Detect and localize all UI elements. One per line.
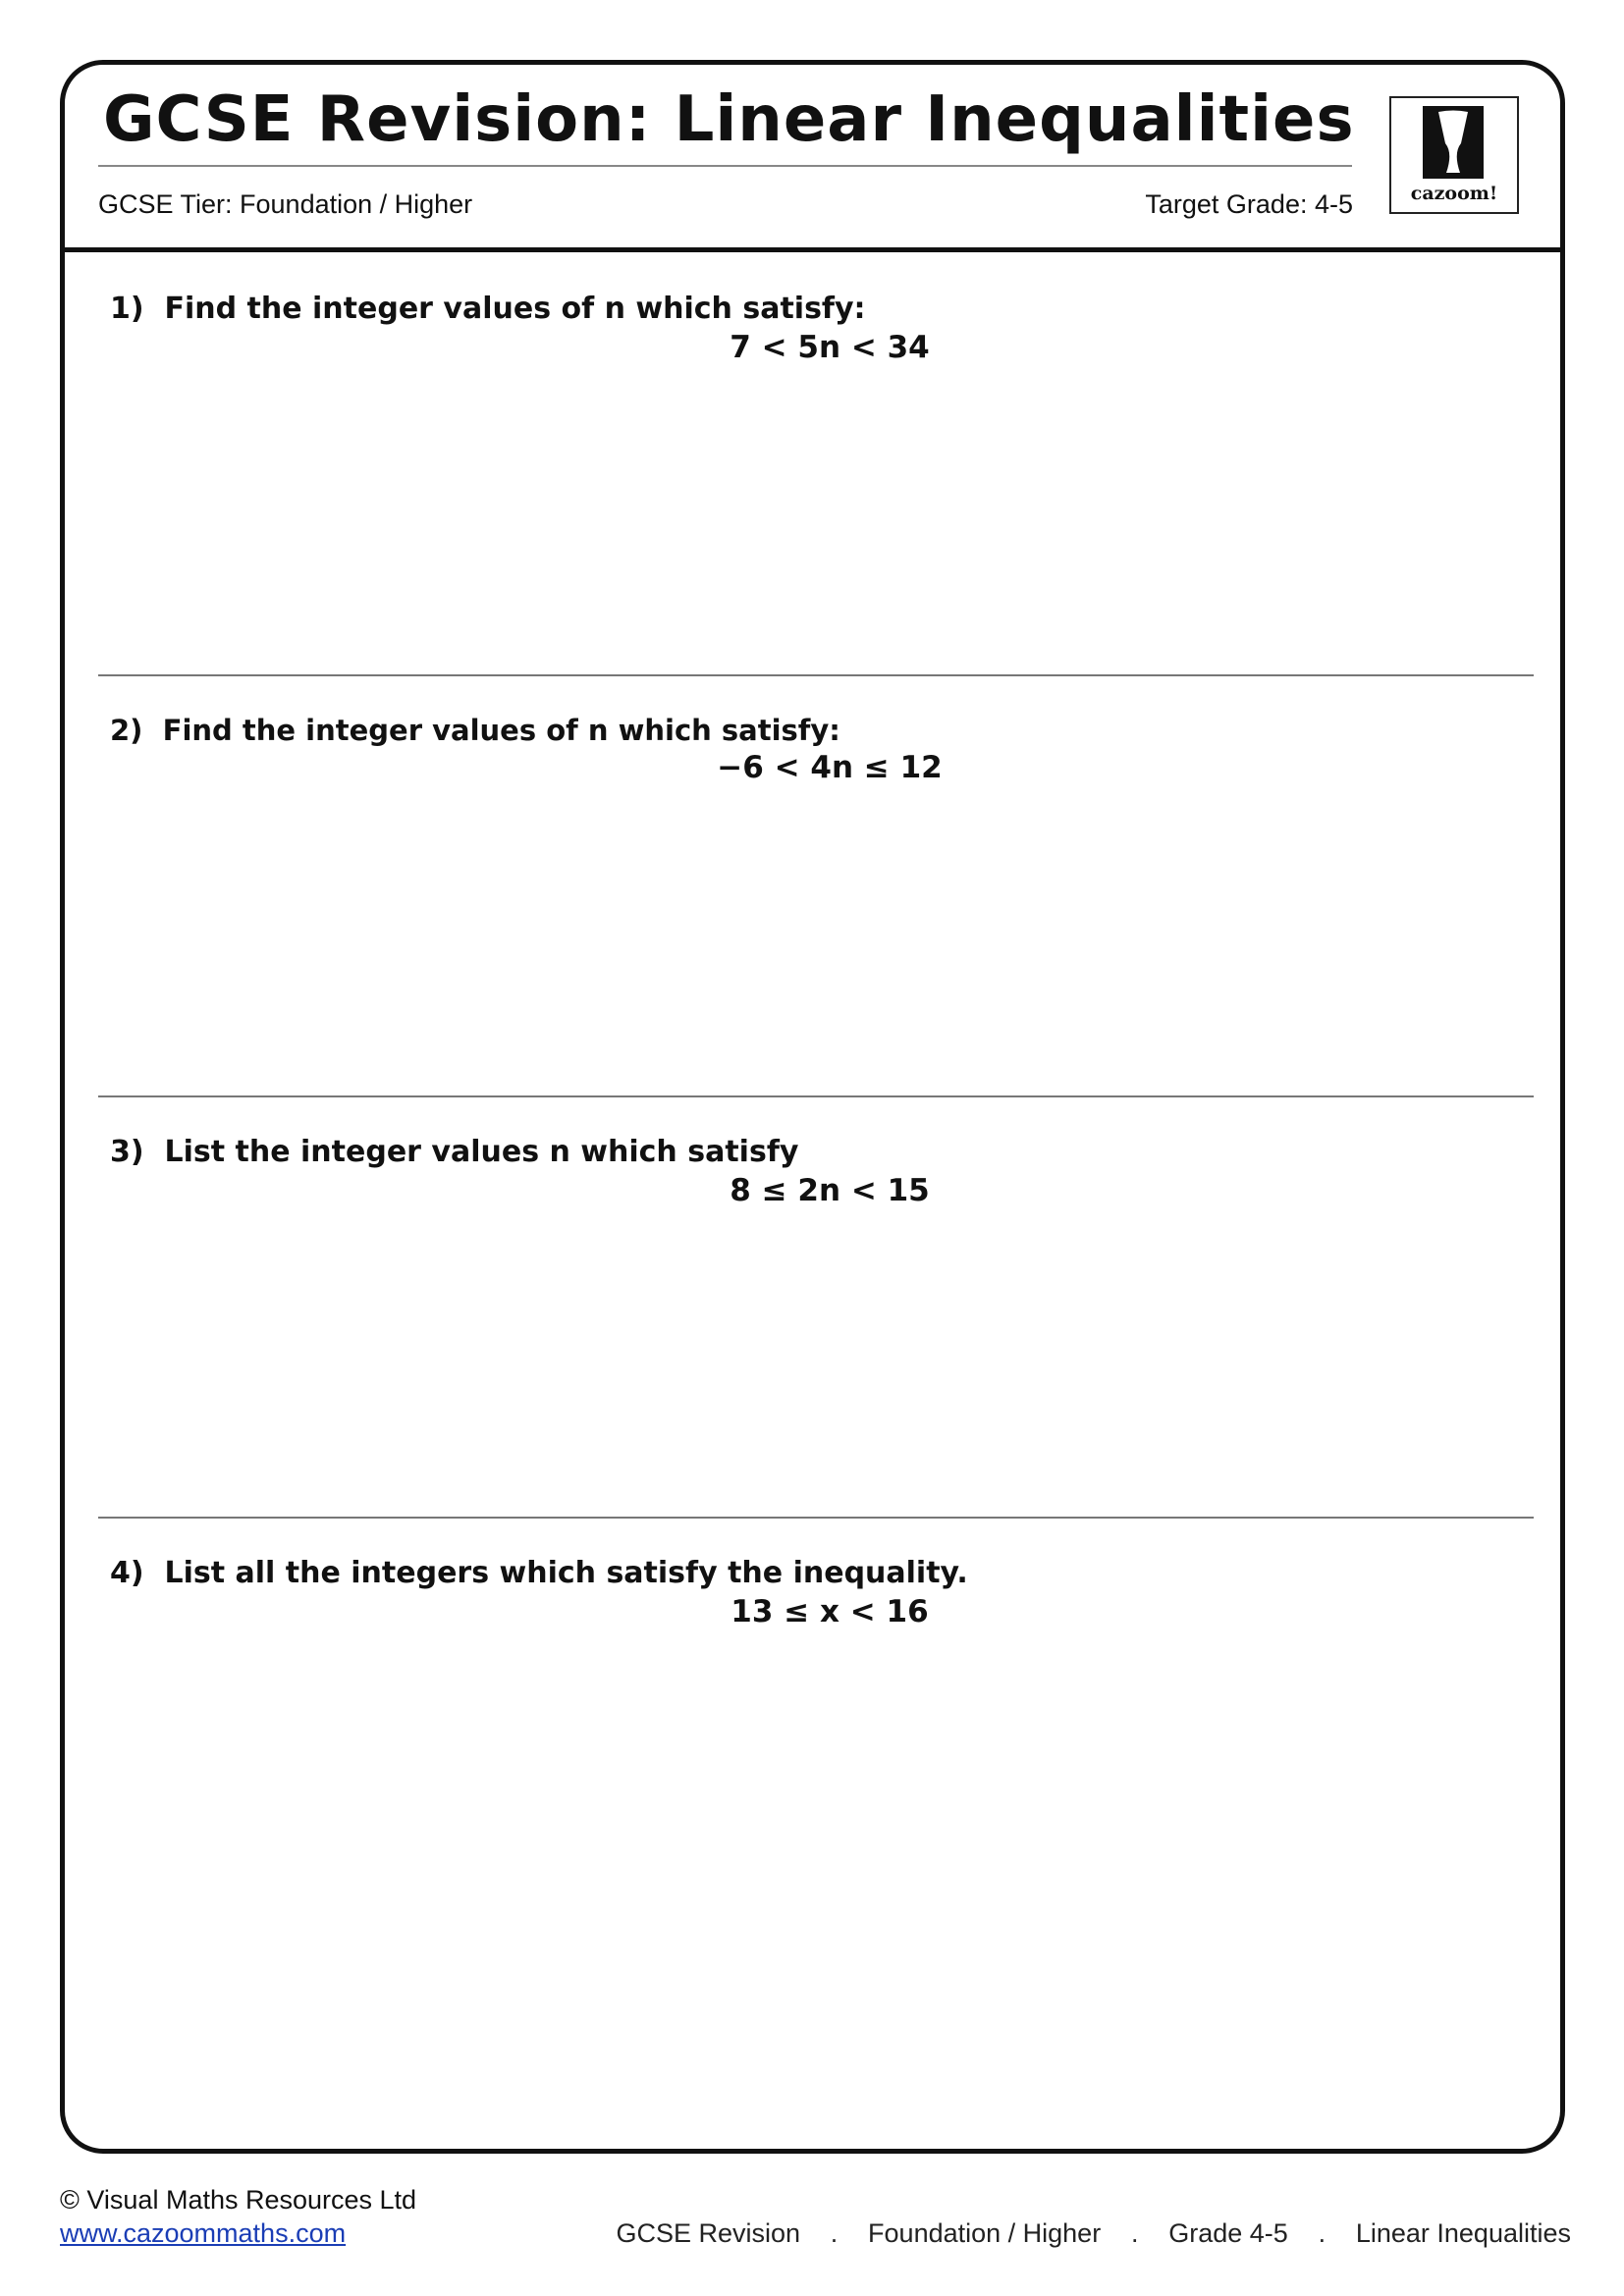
question-number: 4) (110, 1556, 144, 1590)
target-grade-label: Target Grade: 4-5 (1145, 189, 1353, 219)
question-4-inequality: 13 ≤ x < 16 (731, 1594, 929, 1629)
title-divider (98, 165, 1352, 167)
footer-breadcrumb (616, 2218, 1571, 2249)
question-2-inequality: −6 < 4n ≤ 12 (717, 750, 943, 785)
footer-item: GCSE Revision (616, 2218, 801, 2248)
footer-separator: . (1318, 2218, 1326, 2248)
trophy-icon (1391, 98, 1517, 212)
question-text: List all the integers which satisfy the inequality. (164, 1556, 968, 1590)
footer-item: Grade 4-5 (1168, 2218, 1288, 2248)
footer-item: Foundation / Higher (868, 2218, 1102, 2248)
footer-separator: . (830, 2218, 839, 2248)
website-link[interactable]: www.cazoommaths.com (60, 2218, 347, 2248)
question-text: Find the integer values of n which satisfy: (164, 292, 866, 326)
question-number: 1) (110, 292, 144, 326)
question-2-prompt (110, 714, 840, 747)
question-3-inequality: 8 ≤ 2n < 15 (730, 1173, 930, 1208)
question-number: 2) (110, 714, 143, 747)
question-text: Find the integer values of n which satisfy: (162, 714, 840, 747)
question-1-prompt (110, 292, 866, 326)
worksheet-frame (60, 60, 1565, 2154)
logo-wordmark: cazoom! (1410, 183, 1498, 204)
question-text: List the integer values n which satisfy (164, 1135, 799, 1169)
question-divider (98, 1095, 1534, 1097)
question-4-prompt (110, 1556, 968, 1590)
cazoom-logo (1389, 96, 1519, 214)
footer-item: Linear Inequalities (1355, 2218, 1571, 2248)
tier-label: GCSE Tier: Foundation / Higher (98, 189, 473, 219)
question-3-prompt (110, 1135, 798, 1169)
header-divider (63, 247, 1562, 252)
question-1-inequality: 7 < 5n < 34 (730, 330, 930, 365)
question-number: 3) (110, 1135, 144, 1169)
question-divider (98, 674, 1534, 676)
copyright-text: © Visual Maths Resources Ltd (60, 2185, 417, 2215)
footer-separator: . (1130, 2218, 1139, 2248)
page-title: GCSE Revision: Linear Inequalities (103, 83, 1355, 156)
question-divider (98, 1517, 1534, 1519)
